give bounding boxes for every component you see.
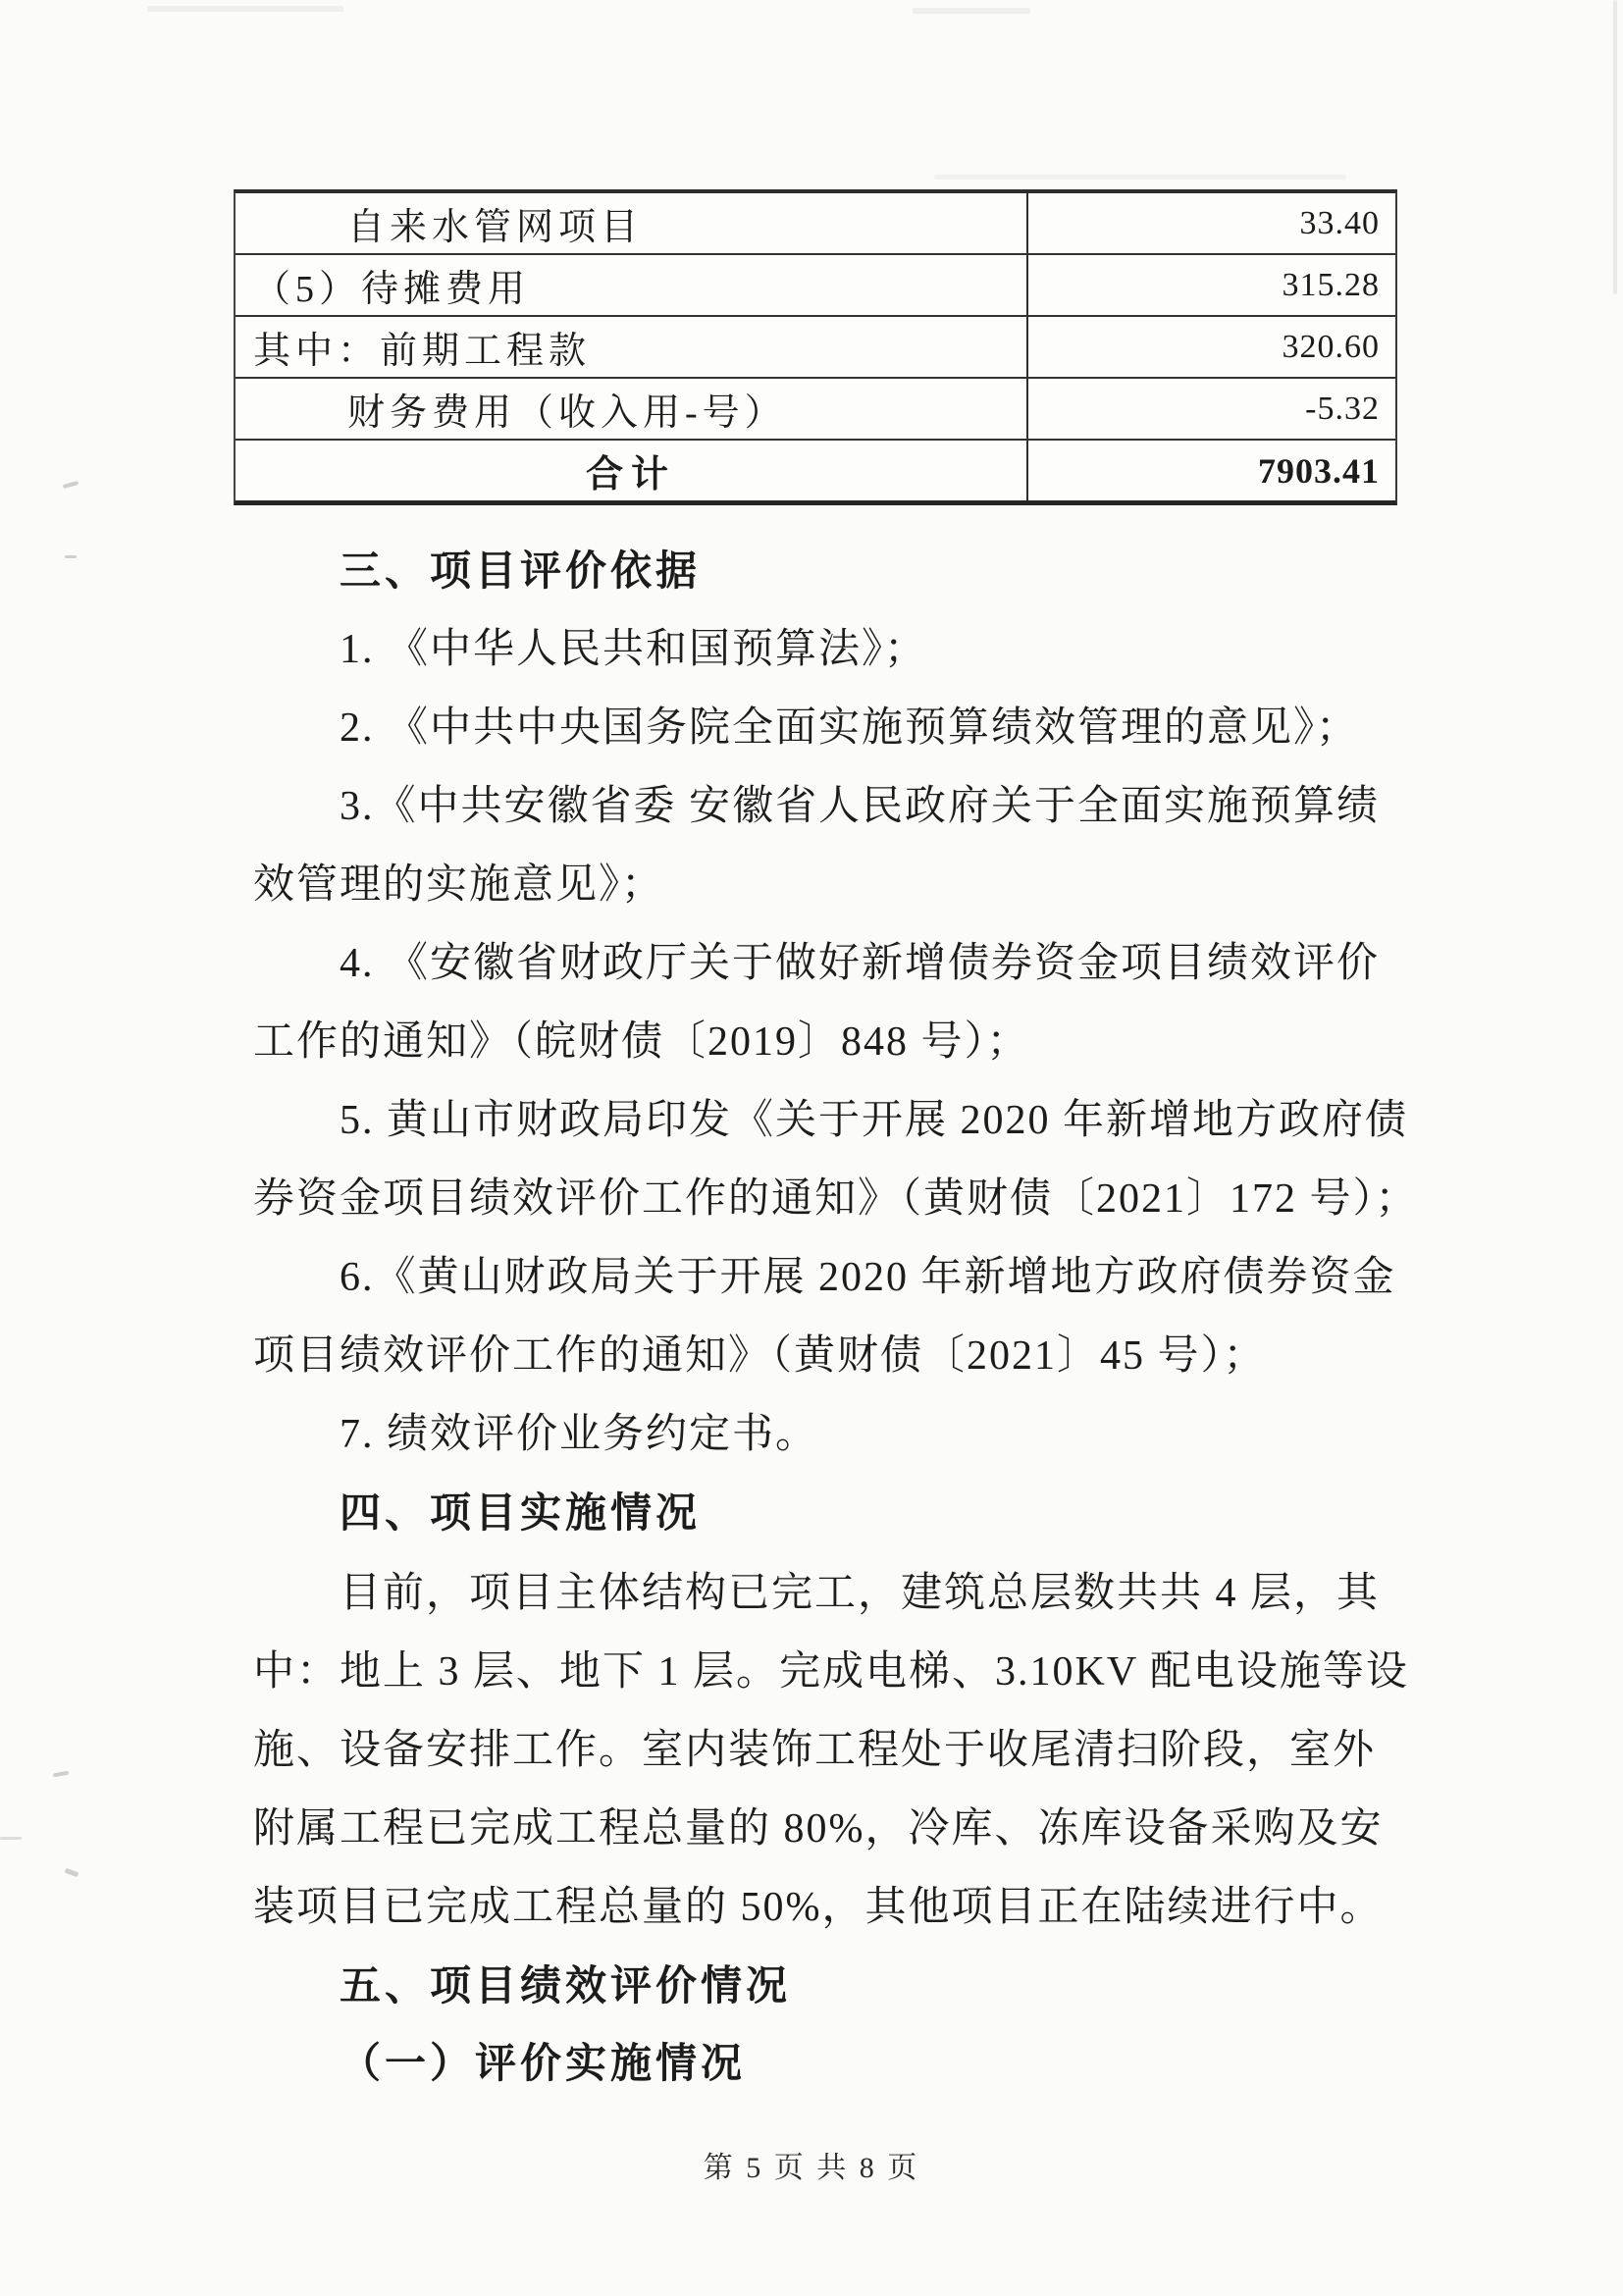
doc-line: 装项目已完成工程总量的 50%，其他项目正在陆续进行中。 — [253, 1885, 1384, 1930]
row-value: 33.40 — [1299, 204, 1380, 241]
table-row — [236, 317, 1395, 379]
scan-artifact — [934, 175, 1346, 180]
doc-line: 工作的通知》（皖财债〔2019〕848 号）； — [253, 1019, 1030, 1065]
scan-artifact — [65, 555, 77, 558]
doc-line: 施、设备安排工作。室内装饰工程处于收尾清扫阶段，室外 — [253, 1728, 1377, 1773]
doc-line: 5. 黄山市财政局印发《关于开展 2020 年新增地方政府债 — [340, 1098, 1409, 1143]
subsection-heading-5-1: （一）评价实施情况 — [340, 2042, 747, 2087]
doc-line: 1. 《中华人民共和国预算法》； — [340, 627, 928, 672]
row-label: 其中：前期工程款 — [236, 317, 1028, 377]
table-row-total — [236, 441, 1395, 500]
doc-line: 附属工程已完成工程总量的 80%，冷库、冻库设备采购及安 — [253, 1806, 1384, 1852]
scan-artifact — [1613, 0, 1617, 294]
doc-line: 7. 绩效评价业务约定书。 — [340, 1412, 819, 1457]
section-heading-4: 四、项目实施情况 — [340, 1489, 702, 1536]
scan-artifact — [63, 481, 79, 489]
page-number: 第 5 页 共 8 页 — [703, 2152, 920, 2184]
section-heading-5: 五、项目绩效评价情况 — [340, 1962, 792, 2009]
doc-line: 4. 《安徽省财政厅关于做好新增债券资金项目绩效评价 — [340, 941, 1381, 986]
row-value: -5.32 — [1305, 390, 1380, 427]
row-label: （5）待摊费用 — [236, 255, 1028, 315]
doc-line: 3.《中共安徽省委 安徽省人民政府关于全面实施预算绩 — [340, 784, 1381, 829]
cost-breakdown-table — [234, 189, 1397, 505]
row-label: 财务费用（收入用-号） — [236, 379, 1028, 439]
table-row — [236, 379, 1395, 441]
doc-line: 6.《黄山财政局关于开展 2020 年新增地方政府债券资金 — [340, 1255, 1396, 1300]
table-row — [236, 193, 1395, 255]
doc-line: 2. 《中共中央国务院全面实施预算绩效管理的意见》； — [340, 705, 1360, 751]
doc-line: 中：地上 3 层、地下 1 层。完成电梯、3.10KV 配电设施等设 — [253, 1649, 1409, 1695]
scan-artifact — [147, 6, 343, 12]
scan-artifact — [913, 8, 1030, 14]
doc-line: 券资金项目绩效评价工作的通知》（黄财债〔2021〕172 号）； — [253, 1176, 1419, 1222]
row-value: 320.60 — [1282, 328, 1380, 365]
section-heading-3: 三、项目评价依据 — [340, 548, 702, 594]
table-row — [236, 255, 1395, 317]
scan-artifact — [53, 1771, 69, 1778]
scan-artifact — [0, 1837, 22, 1840]
doc-line: 项目绩效评价工作的通知》（黄财债〔2021〕45 号）； — [253, 1333, 1267, 1379]
scan-artifact — [65, 1868, 79, 1877]
row-value: 315.28 — [1282, 266, 1380, 303]
doc-line: 目前，项目主体结构已完工，建筑总层数共共 4 层，其 — [340, 1571, 1381, 1616]
row-value: 7903.41 — [1258, 450, 1380, 491]
row-label: 合计 — [236, 441, 1028, 500]
doc-line: 效管理的实施意见》； — [253, 862, 665, 908]
row-label: 自来水管网项目 — [236, 193, 1028, 253]
